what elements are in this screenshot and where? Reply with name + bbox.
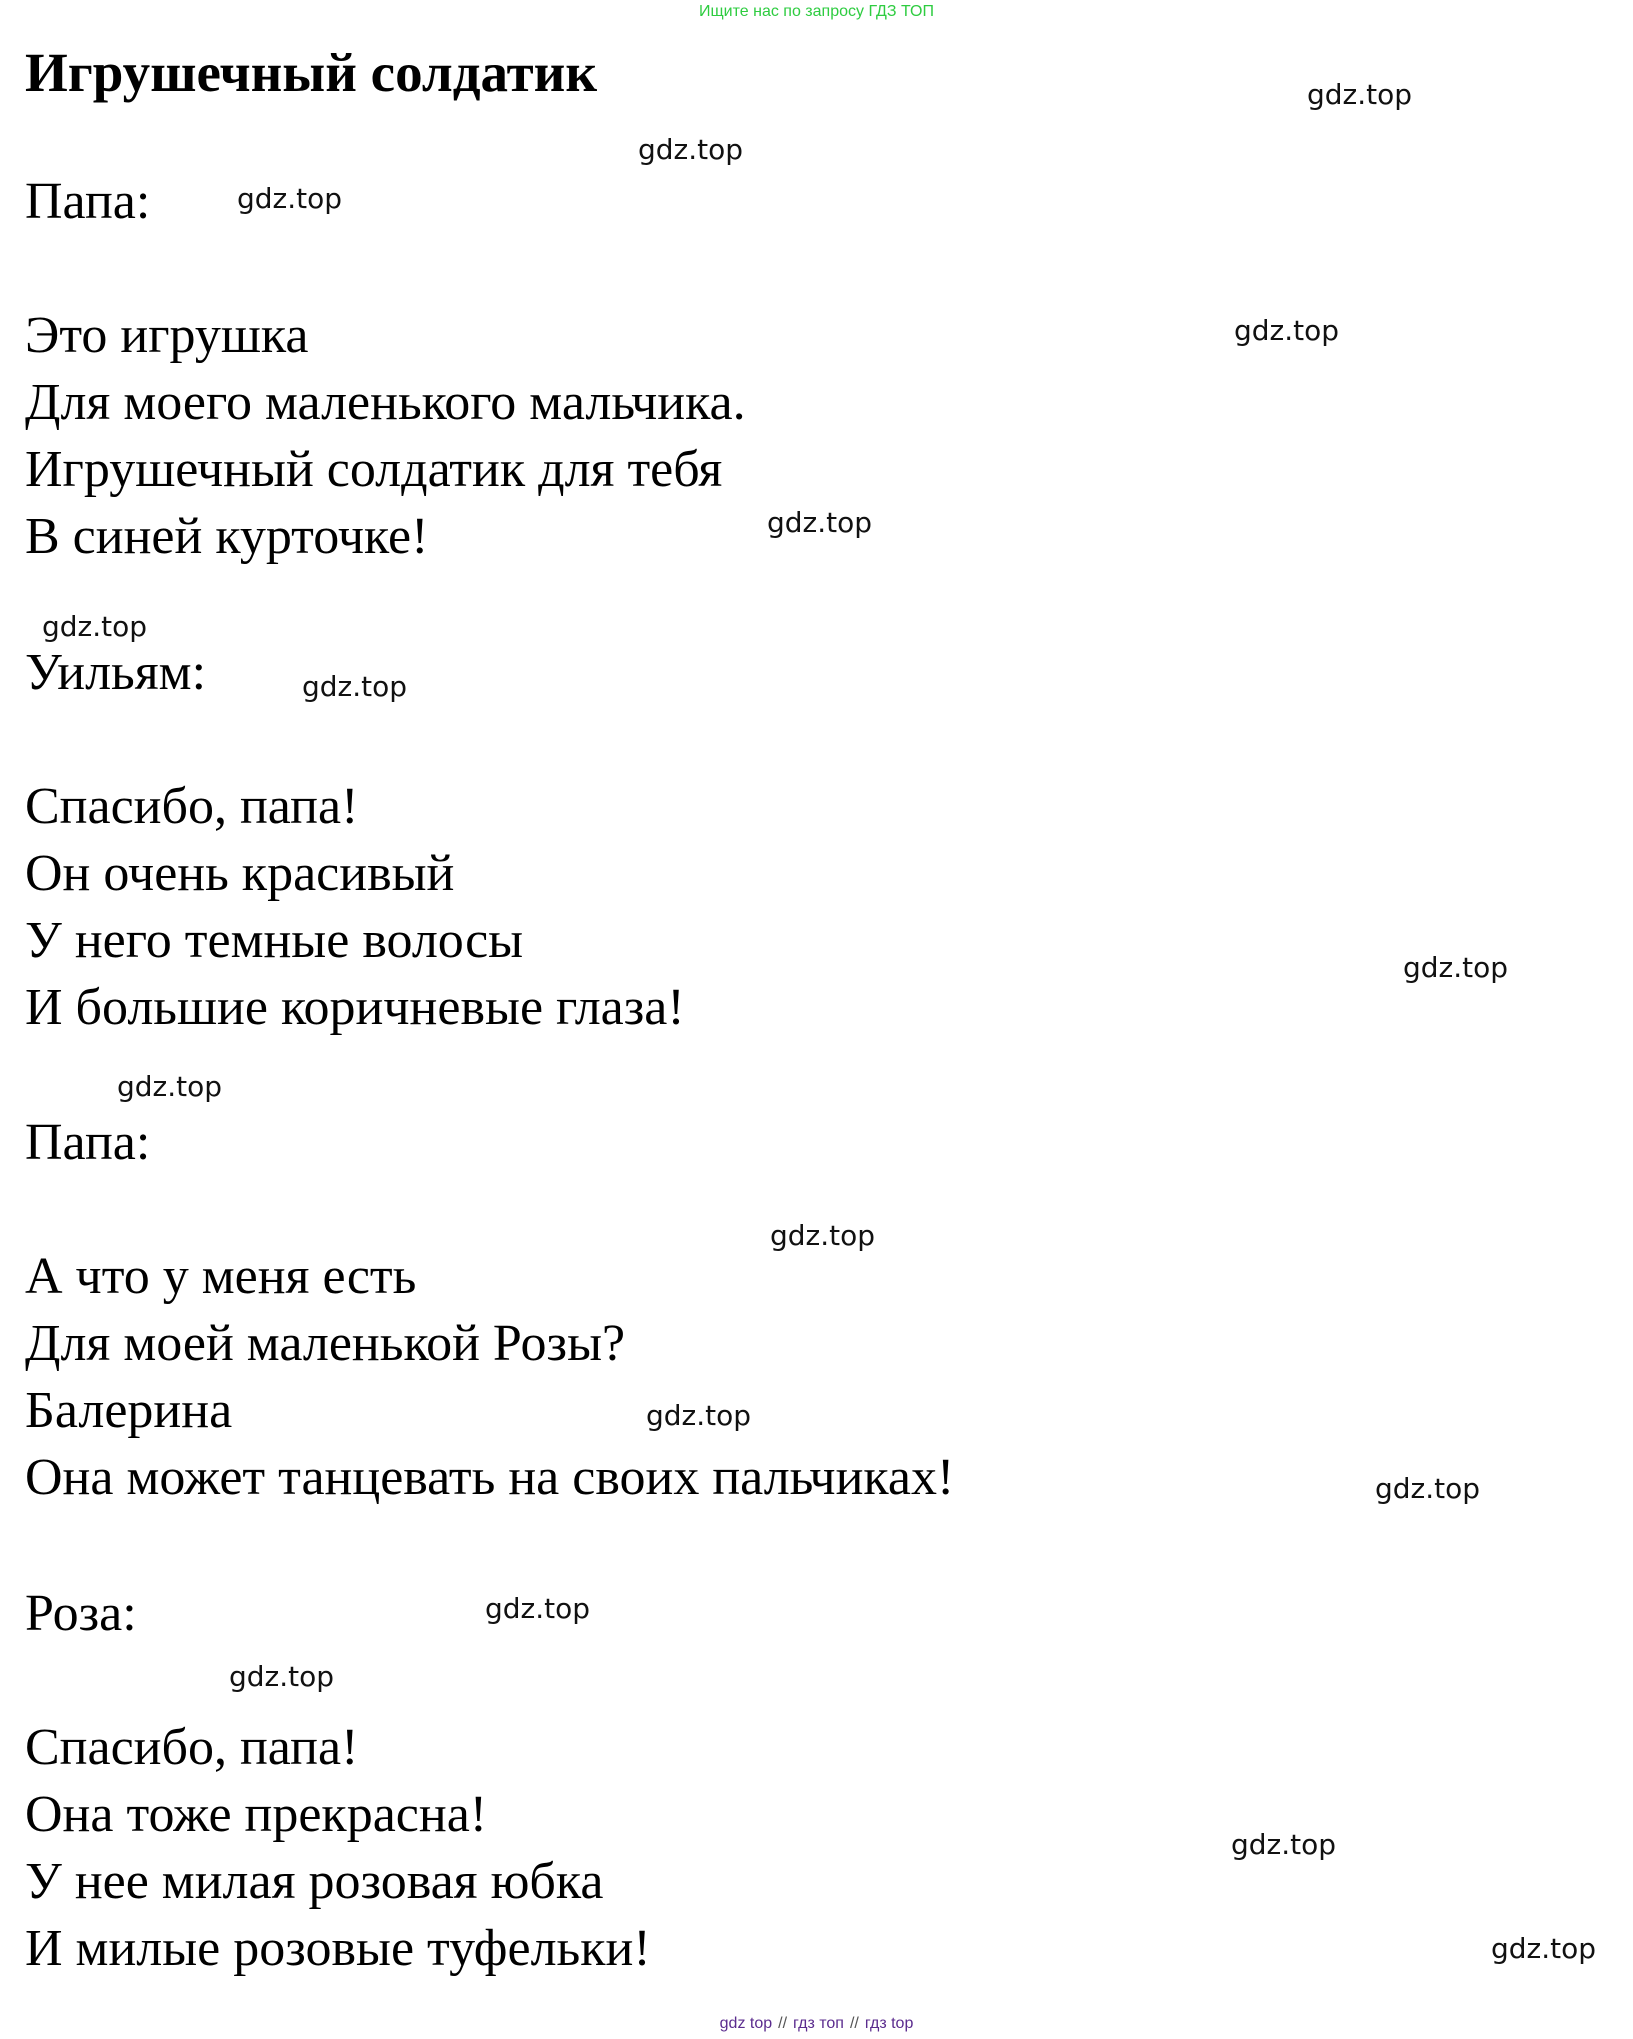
watermark: gdz.top (646, 1399, 752, 1432)
verse-line: Она может танцевать на своих пальчиках! (25, 1449, 955, 1506)
verse-line: У нее милая розовая юбка (25, 1853, 604, 1910)
watermark: gdz.top (1403, 951, 1509, 984)
speaker-label: Уильям: (25, 644, 207, 701)
footer-part: гдз top (864, 2015, 914, 2032)
watermark: gdz.top (1491, 1932, 1597, 1965)
verse-line: У него темные волосы (25, 912, 524, 969)
footer-separator: // (849, 2015, 859, 2032)
verse-line: А что у меня есть (25, 1248, 417, 1305)
verse-line: Он очень красивый (25, 845, 455, 902)
verse-line: Для моего маленького мальчика. (25, 374, 746, 431)
verse-line: И большие коричневые глаза! (25, 979, 685, 1036)
speaker-label: Папа: (25, 173, 151, 230)
speaker-label: Папа: (25, 1114, 151, 1171)
verse-line: Это игрушка (25, 307, 309, 364)
watermark: gdz.top (1234, 314, 1340, 347)
verse-line: Спасибо, папа! (25, 778, 359, 835)
footer-watermark (0, 2014, 1633, 2034)
watermark: gdz.top (237, 182, 343, 215)
verse-line: Спасибо, папа! (25, 1719, 359, 1776)
verse-line: Игрушечный солдатик для тебя (25, 441, 723, 498)
watermark: gdz.top (485, 1592, 591, 1625)
verse-line: Балерина (25, 1382, 233, 1439)
verse-line: Она тоже прекрасна! (25, 1786, 488, 1843)
watermark: gdz.top (1375, 1472, 1481, 1505)
watermark: gdz.top (42, 610, 148, 643)
footer-part: гдз топ (793, 2015, 844, 2032)
watermark: gdz.top (302, 670, 408, 703)
watermark: gdz.top (117, 1070, 223, 1103)
speaker-label: Роза: (25, 1585, 137, 1642)
page-title: Игрушечный солдатик (25, 42, 598, 103)
footer-part: gdz top (719, 2015, 773, 2032)
watermark: gdz.top (1231, 1828, 1337, 1861)
top-banner: Ищите нас по запросу ГДЗ ТОП (699, 3, 934, 20)
watermark: gdz.top (1307, 78, 1413, 111)
watermark: gdz.top (767, 506, 873, 539)
footer-separator: // (778, 2015, 788, 2032)
verse-line: И милые розовые туфельки! (25, 1920, 651, 1977)
verse-line: В синей курточке! (25, 508, 429, 565)
watermark: gdz.top (638, 133, 744, 166)
verse-line: Для моей маленькой Розы? (25, 1315, 626, 1372)
watermark: gdz.top (229, 1660, 335, 1693)
watermark: gdz.top (770, 1219, 876, 1252)
